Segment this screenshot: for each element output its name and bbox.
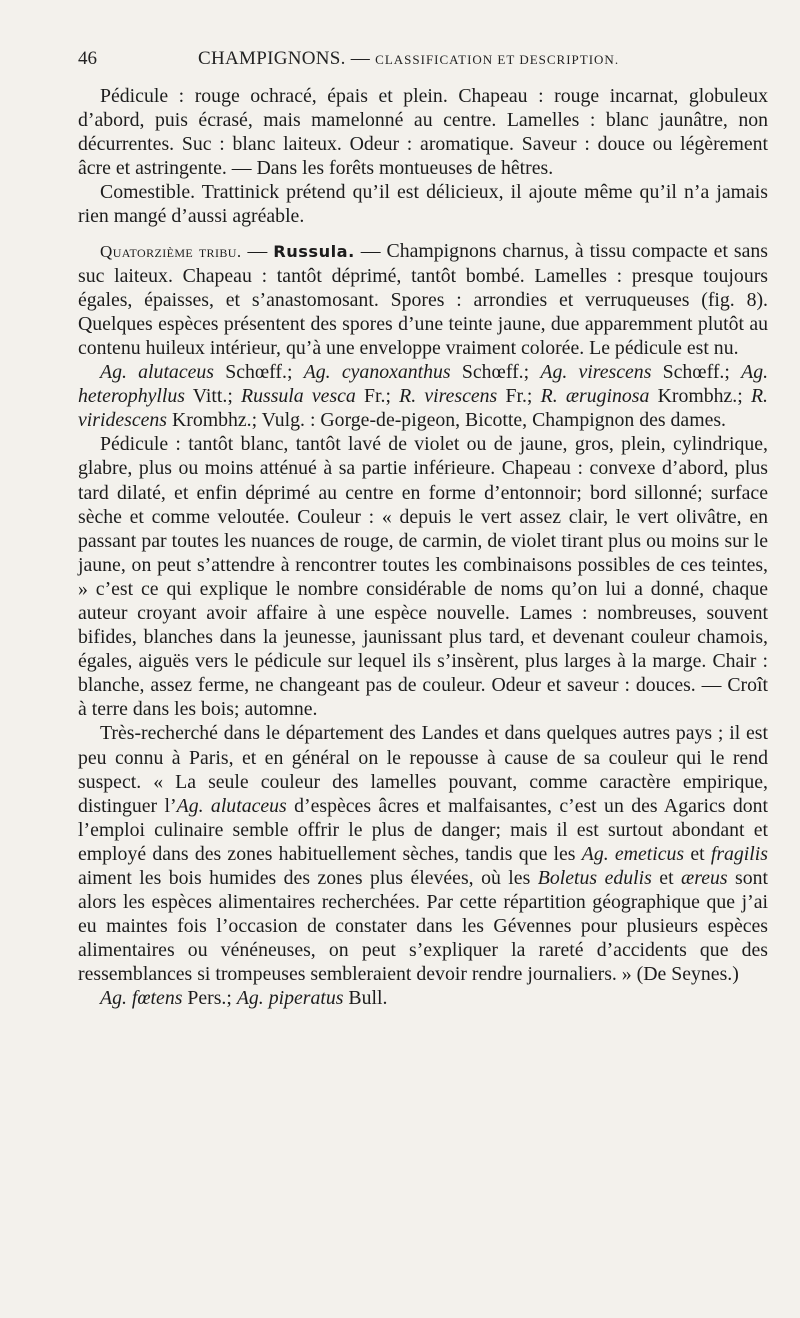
paragraph-russula-tribe [78, 239, 768, 360]
author-text: Pers.; [182, 987, 237, 1010]
header-dash: — [350, 48, 371, 69]
author-text: Schœff.; [651, 361, 742, 384]
text-run: et [651, 867, 682, 889]
text-run: Très-recherché dans le département des Landes et dans quelques autres pays ; il est peu connu à Paris, et en général on le repousse à cause de sa couleur qui le rend suspect. « La seule couleur des lamelles pouvant, comme caractère empirique, distinguer l’ [78, 722, 768, 817]
species-name: R. viridescens [78, 385, 768, 432]
species-name: Ag. cyanoxanthus [303, 361, 451, 384]
page-number: 46 [78, 48, 97, 69]
author-text: Schœff.; [213, 361, 304, 384]
running-header [78, 48, 738, 78]
author-text: Fr.; [355, 385, 400, 408]
text-run: d’espèces âcres et malfaisantes, c’est un des Agarics dont l’emploi culinaire semble offrir le plus de danger; mais il est surtout abondant et employé dans des zones habituellement sèches, tandis que les [78, 794, 768, 865]
paragraph-synonyms [78, 360, 768, 432]
species-name: Ag. piperatus [236, 987, 344, 1010]
author-text: Krombhz.; Vulg. : Gorge-de-pigeon, Bicotte, Champignon des dames. [167, 409, 727, 432]
paragraph-pedicule-2: Pédicule : tantôt blanc, tantôt lavé de violet ou de jaune, gros, plein, cylindrique, glabre, plus ou moins atténué à sa partie inférieure. Chapeau : convexe d’abord, plus tard dilaté, et enfin déprimé au centre en forme d’entonnoir; bord sillonné; surface sèche et comme veloutée. Couleur : « depuis le vert assez clair, le vert olivâtre, en passant par toutes les nuances de rouge, de carmin, de violet tirant plus ou moins sur le jaune, on peut s’attendre à rencontrer toutes les combinaisons possibles de ces teintes, » c’est ce qui explique le nombre considérable de noms qu’on lui a donné, chaque auteur croyant avoir affaire à une espèce nouvelle. Lames : nombreuses, souvent bifides, blanches dans la jeunesse, jaunissant plus tard, et devenant couleur chamois, égales, aiguës vers le pédicule sur lequel ils s’insèrent, plus larges à la marge. Chair : blanche, assez ferme, ne changeant pas de couleur. Odeur et saveur : douces. — Croît à terre dans les bois; automne. [78, 433, 768, 721]
genus-russula: Russula. [273, 241, 355, 261]
author-text: Vitt.; [184, 385, 242, 408]
species-name: R. æruginosa [540, 385, 650, 408]
species-name: Ag. virescens [540, 361, 652, 384]
species-name: R. virescens [399, 385, 498, 408]
species-name: Ag. alutaceus [100, 361, 214, 384]
body-text [78, 84, 768, 1011]
paragraph-tres-recherche [78, 721, 768, 986]
header-title: CHAMPIGNONS. [198, 48, 346, 69]
author-text: Schœff.; [450, 361, 541, 384]
text-run: et [684, 842, 711, 865]
species-name: fragilis [710, 842, 768, 865]
paragraph-final-species [78, 986, 768, 1010]
text-run: aiment les bois humides des zones plus élevées, où les [78, 867, 538, 889]
paragraph-pedicule-1: Pédicule : rouge ochracé, épais et plein. Chapeau : rouge incarnat, globuleux d’abord, puis écrasé, mais mamelonné au centre. Lamelles : blanc jaunâtre, non décurrentes. Suc : blanc laiteux. Odeur : aromatique. Saveur : douce ou légèrement âcre et astringente. — Dans les forêts montueuses de hêtres. [78, 85, 768, 180]
tribe-dash: — [247, 239, 268, 262]
text-run: sont alors les espèces alimentaires recherchées. Par cette répartition géographique que j’ai eu maintes fois l’occasion de constater dans les Gévennes pour plusieurs espèces alimentaires ou vénéneuses, on peut s’expliquer la rareté d’accidents que des ressemblances si trompeuses sembleraient devoir rendre journaliers. » (De Seynes.) [78, 867, 769, 986]
tribe-label: Quatorzième tribu. [100, 241, 242, 261]
species-name: Boletus edulis [537, 867, 652, 889]
header-subtitle: CLASSIFICATION ET DESCRIPTION. [375, 52, 620, 67]
author-text: Bull. [343, 987, 388, 1010]
species-name: Ag. heterophyllus [78, 361, 769, 408]
tribe-description: — Champignons charnus, à tissu compacte et sans suc laiteux. Chapeau : tantôt déprimé, tantôt bombé. Lamelles : presque toujours égales, épaisses, et s’anastomosant. Spores : arrondies et verruqueuses (fig. 8). Quelques espèces présentent des spores d’une teinte jaune, due apparemment plutôt au contenu huileux intérieur, qu’à une enveloppe vraiment colorée. Le pédicule est nu. [78, 239, 768, 359]
running-title [198, 48, 619, 70]
species-name: Ag. alutaceus [176, 794, 287, 817]
species-name: Russula vesca [241, 385, 356, 408]
species-name: Ag. emeticus [581, 842, 685, 865]
species-name: Ag. fœtens [100, 987, 183, 1010]
author-text: Fr.; [497, 385, 541, 408]
author-text: Krombhz.; [649, 385, 751, 408]
species-name: æreus [681, 867, 728, 889]
paragraph-comestible: Comestible. Trattinick prétend qu’il est délicieux, il ajoute même qu’il n’a jamais rien mangé d’aussi agréable. [78, 181, 768, 228]
